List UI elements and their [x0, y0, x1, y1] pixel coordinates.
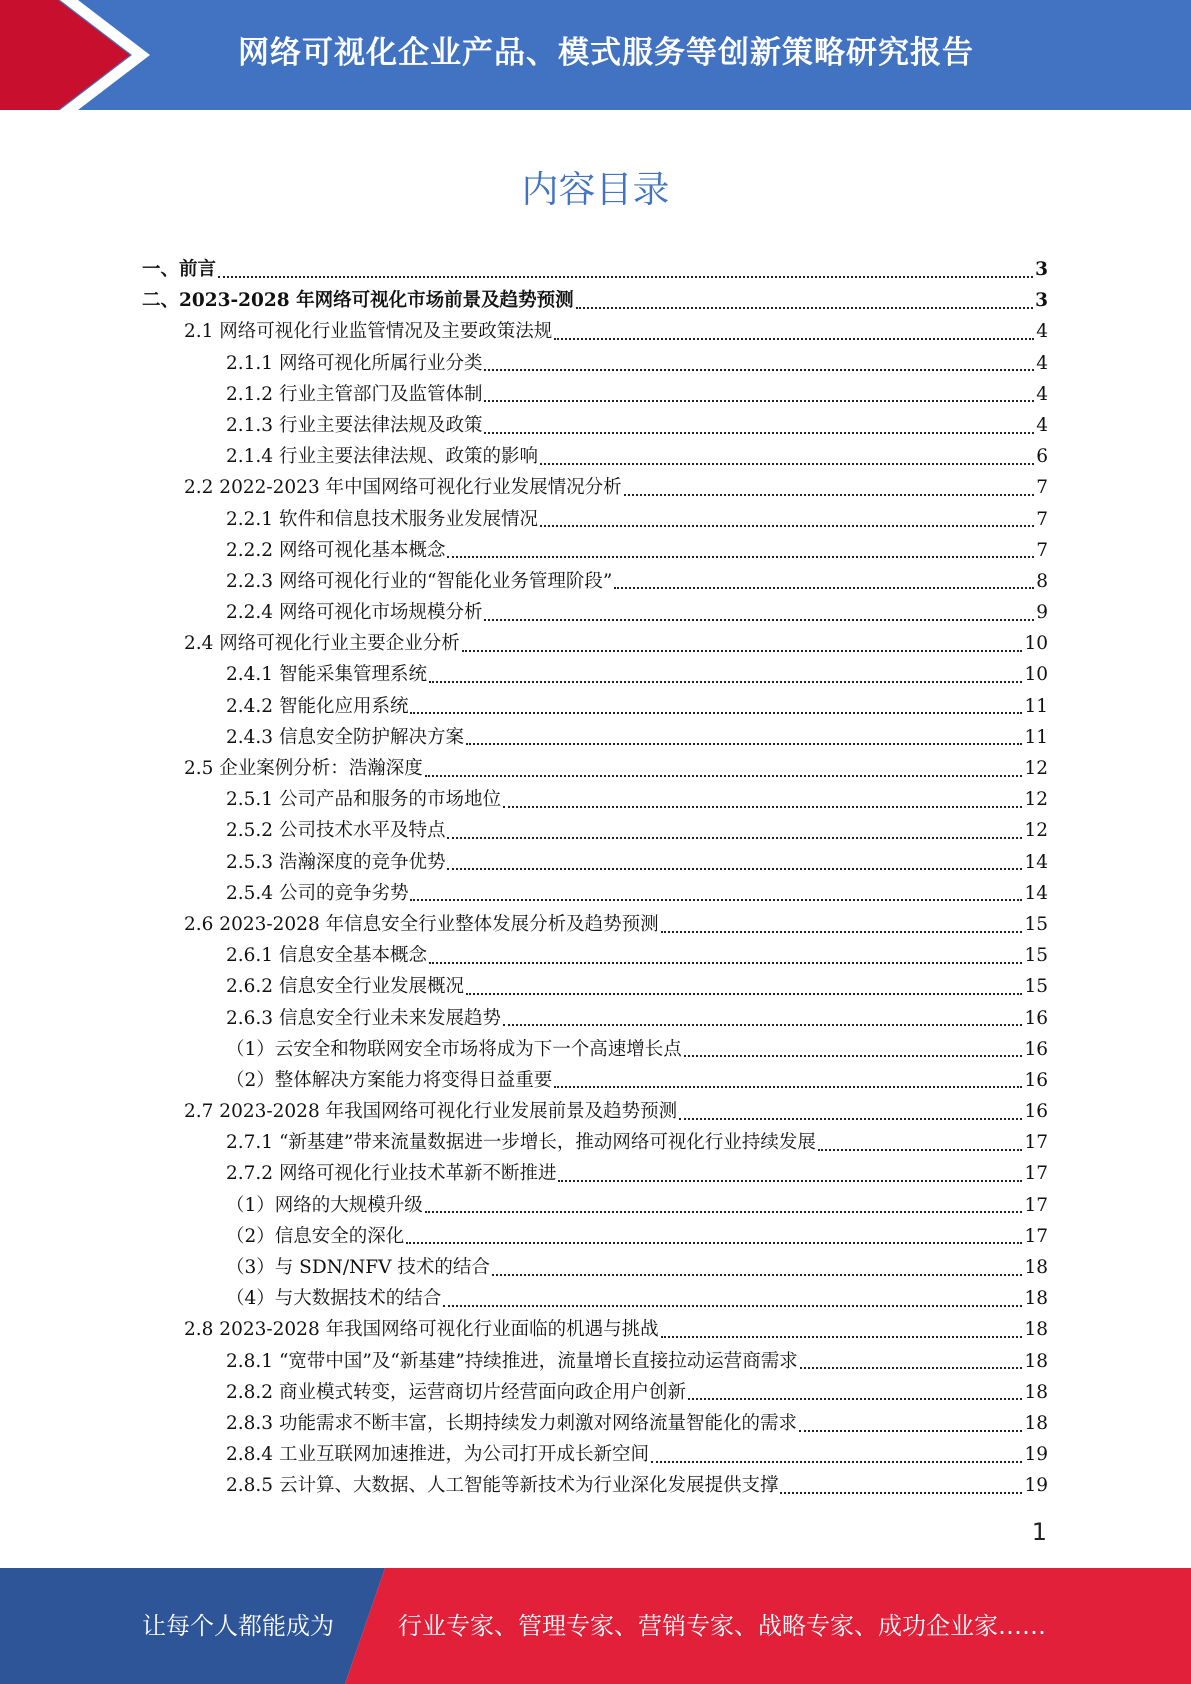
toc-entry-page: 18 — [1024, 1319, 1048, 1341]
toc-dot-leader — [503, 806, 1022, 808]
toc-entry[interactable] — [142, 597, 1048, 628]
toc-entry[interactable] — [142, 847, 1048, 878]
toc-entry[interactable] — [142, 1346, 1048, 1377]
toc-entry-title: 2.2.1 软件和信息技术服务业发展情况 — [226, 508, 538, 530]
toc-entry-title: （3）与 SDN/NFV 技术的结合 — [226, 1257, 490, 1278]
toc-dot-leader — [684, 1055, 1023, 1057]
toc-entry-page: 4 — [1036, 352, 1048, 374]
toc-dot-leader — [466, 993, 1022, 995]
toc-entry[interactable] — [142, 753, 1048, 784]
toc-dot-leader — [492, 1274, 1023, 1276]
toc-dot-leader — [484, 400, 1034, 402]
toc-entry[interactable] — [142, 940, 1048, 971]
toc-entry-page: 3 — [1035, 259, 1048, 280]
toc-entry-title: 2.8.4 工业互联网加速推进，为公司打开成长新空间 — [226, 1444, 649, 1466]
report-header — [0, 0, 1191, 110]
toc-title: 内容目录 — [521, 168, 670, 211]
toc-entry-title: （2）信息安全的深化 — [226, 1225, 405, 1247]
toc-entry-page: 16 — [1024, 1069, 1048, 1091]
toc-entry[interactable] — [142, 535, 1048, 566]
toc-entry-page: 7 — [1036, 539, 1048, 561]
toc-entry-page: 18 — [1024, 1257, 1048, 1278]
toc-entry-title: 2.4.2 智能化应用系统 — [226, 695, 409, 717]
toc-entry-title: 2.1 网络可视化行业监管情况及主要政策法规 — [184, 321, 553, 343]
toc-entry-title: 2.2.4 网络可视化市场规模分析 — [226, 602, 483, 624]
toc-entry-page: 12 — [1024, 820, 1048, 842]
toc-dot-leader — [554, 338, 1034, 340]
toc-entry-page: 10 — [1024, 633, 1048, 655]
toc-entry[interactable] — [142, 815, 1048, 846]
toc-entry[interactable] — [142, 1252, 1048, 1283]
toc-entry[interactable] — [142, 1034, 1048, 1065]
toc-entry[interactable] — [142, 1221, 1048, 1252]
toc-dot-leader — [624, 494, 1035, 496]
toc-dot-leader — [540, 525, 1034, 527]
toc-entry-title: （1）网络的大规模升级 — [226, 1194, 423, 1216]
toc-dot-leader — [679, 1118, 1022, 1120]
toc-entry[interactable] — [142, 1408, 1048, 1439]
toc-entry-page: 16 — [1024, 1101, 1048, 1123]
toc-entry-page: 6 — [1036, 446, 1048, 468]
toc-entry[interactable] — [142, 691, 1048, 722]
toc-dot-leader — [410, 899, 1022, 901]
toc-entry-page: 17 — [1024, 1225, 1048, 1247]
toc-dot-leader — [462, 650, 1023, 652]
toc-entry-title: 2.7.1 “新基建”带来流量数据进一步增长，推动网络可视化行业持续发展 — [226, 1132, 816, 1154]
toc-entry-page: 14 — [1024, 882, 1048, 904]
toc-dot-leader — [540, 463, 1034, 465]
toc-dot-leader — [443, 1305, 1022, 1307]
toc-dot-leader — [558, 1180, 1022, 1182]
toc-entry-page: 19 — [1024, 1475, 1048, 1497]
toc-entry[interactable] — [142, 1283, 1048, 1314]
toc-entry-title: 2.5.1 公司产品和服务的市场地位 — [226, 789, 501, 811]
toc-entry-page: 19 — [1024, 1444, 1048, 1466]
toc-entry-title: 2.8.3 功能需求不断丰富，长期持续发力刺激对网络流量智能化的需求 — [226, 1412, 797, 1434]
toc-entry[interactable] — [142, 1314, 1048, 1345]
footer-slogan-right: 行业专家、管理专家、营销专家、战略专家、成功企业家…… — [398, 1612, 1046, 1640]
toc-entry-title: 2.6.2 信息安全行业发展概况 — [226, 976, 464, 998]
toc-entry[interactable] — [142, 659, 1048, 690]
toc-entry-title: 2.5.2 公司技术水平及特点 — [226, 820, 446, 842]
toc-entry[interactable] — [142, 1096, 1048, 1127]
toc-entry[interactable] — [142, 1439, 1048, 1470]
toc-entry[interactable] — [142, 1158, 1048, 1189]
toc-dot-leader — [447, 868, 1022, 870]
toc-entry-title: 2.1.1 网络可视化所属行业分类 — [226, 352, 483, 374]
toc-entry-page: 14 — [1024, 851, 1048, 873]
toc-entry-title: 2.5.4 公司的竞争劣势 — [226, 882, 409, 904]
toc-dot-leader — [429, 681, 1022, 683]
toc-entry-page: 18 — [1024, 1350, 1048, 1372]
toc-entry-title: 2.2.3 网络可视化行业的“智能化业务管理阶段” — [226, 570, 613, 592]
toc-dot-leader — [688, 1398, 1022, 1400]
toc-entry-page: 17 — [1024, 1132, 1048, 1154]
toc-dot-leader — [576, 307, 1034, 309]
toc-entry-title: 2.2.2 网络可视化基本概念 — [226, 539, 446, 561]
footer-slogan-left: 让每个人都能成为 — [142, 1612, 334, 1640]
toc-entry-page: 15 — [1024, 913, 1048, 935]
toc-entry[interactable] — [142, 472, 1048, 503]
toc-entry[interactable] — [142, 254, 1048, 285]
toc-dot-leader — [799, 1430, 1022, 1432]
toc-entry-page: 8 — [1036, 570, 1048, 592]
toc-dot-leader — [218, 276, 1033, 278]
toc-dot-leader — [466, 743, 1022, 745]
toc-entry[interactable] — [142, 566, 1048, 597]
toc-entry-page: 17 — [1024, 1163, 1048, 1185]
toc-entry-title: 2.1.2 行业主管部门及监管体制 — [226, 383, 483, 405]
toc-entry-title: 2.8.5 云计算、大数据、人工智能等新技术为行业深化发展提供支撑 — [226, 1475, 779, 1497]
toc-dot-leader — [614, 587, 1034, 589]
toc-entry[interactable] — [142, 1065, 1048, 1096]
toc-entry-title: 2.4.1 智能采集管理系统 — [226, 664, 427, 686]
toc-dot-leader — [484, 619, 1034, 621]
toc-entry-page: 7 — [1036, 508, 1048, 530]
toc-entry[interactable] — [142, 878, 1048, 909]
toc-entry-page: 18 — [1024, 1288, 1048, 1310]
toc-entry-page: 15 — [1024, 976, 1048, 998]
toc-entry-page: 4 — [1036, 321, 1048, 343]
toc-entry[interactable] — [142, 628, 1048, 659]
report-title: 网络可视化企业产品、模式服务等创新策略研究报告 — [238, 35, 974, 71]
toc-entry[interactable] — [142, 1127, 1048, 1158]
toc-entry[interactable] — [142, 722, 1048, 753]
toc-entry-page: 11 — [1024, 695, 1048, 717]
toc-entry-title: 2.5 企业案例分析：浩瀚深度 — [184, 758, 423, 779]
toc-entry-page: 17 — [1024, 1194, 1048, 1216]
toc-dot-leader — [780, 1492, 1022, 1494]
toc-entry-title: 2.2 2022-2023 年中国网络可视化行业发展情况分析 — [184, 477, 622, 499]
toc-entry-page: 9 — [1036, 602, 1048, 624]
page-footer — [0, 1568, 1191, 1684]
toc-entry-title: （1）云安全和物联网安全市场将成为下一个高速增长点 — [226, 1038, 682, 1060]
toc-entry[interactable] — [142, 1003, 1048, 1034]
toc-entry-title: （4）与大数据技术的结合 — [226, 1288, 442, 1310]
toc-dot-leader — [818, 1149, 1023, 1151]
toc-entry-page: 18 — [1024, 1412, 1048, 1434]
toc-entry-page: 12 — [1024, 789, 1048, 811]
toc-entry[interactable] — [142, 441, 1048, 472]
toc-entry-page: 3 — [1035, 290, 1048, 312]
toc-entry[interactable] — [142, 348, 1048, 379]
toc-dot-leader — [410, 712, 1022, 714]
page-number: 1 — [1031, 1518, 1047, 1546]
toc-entry-title: 2.4 网络可视化行业主要企业分析 — [184, 633, 460, 655]
toc-entry[interactable] — [142, 1470, 1048, 1501]
toc-entry-page: 15 — [1024, 945, 1048, 967]
toc-entry[interactable] — [142, 285, 1048, 316]
toc-entry[interactable] — [142, 1377, 1048, 1408]
toc-dot-leader — [661, 1336, 1023, 1338]
toc-dot-leader — [484, 369, 1034, 371]
toc-entry[interactable] — [142, 410, 1048, 441]
toc-entry[interactable] — [142, 909, 1048, 940]
toc-entry[interactable] — [142, 1190, 1048, 1221]
toc-dot-leader — [447, 837, 1022, 839]
toc-dot-leader — [800, 1367, 1023, 1369]
toc-dot-leader — [425, 775, 1023, 777]
toc-entry-title: 2.4.3 信息安全防护解决方案 — [226, 726, 464, 748]
toc-dot-leader — [406, 1242, 1022, 1244]
toc-entry-title: （2）整体解决方案能力将变得日益重要 — [226, 1069, 553, 1091]
toc-entry[interactable] — [142, 971, 1048, 1002]
toc-dot-leader — [425, 1211, 1023, 1213]
toc-entry-title: 2.6.3 信息安全行业未来发展趋势 — [226, 1007, 501, 1029]
toc-entry-title: 二、2023-2028 年网络可视化市场前景及趋势预测 — [142, 290, 574, 312]
toc-entry-page: 4 — [1036, 383, 1048, 405]
toc-entry-title: 2.1.4 行业主要法律法规、政策的影响 — [226, 446, 538, 468]
toc-entry[interactable] — [142, 504, 1048, 535]
toc-entry-title: 2.5.3 浩瀚深度的竞争优势 — [226, 851, 446, 873]
toc-entry-title: 2.8.1 “宽带中国”及“新基建”持续推进，流量增长直接拉动运营商需求 — [226, 1350, 798, 1372]
toc-entry-title: 2.8 2023-2028 年我国网络可视化行业面临的机遇与挑战 — [184, 1319, 659, 1341]
toc-entry-title: 2.6.1 信息安全基本概念 — [226, 945, 427, 967]
toc-dot-leader — [429, 962, 1022, 964]
toc-entry[interactable] — [142, 784, 1048, 815]
toc-dot-leader — [503, 1024, 1022, 1026]
toc-dot-leader — [651, 1461, 1022, 1463]
toc-entry-page: 4 — [1036, 414, 1048, 436]
toc-entry-page: 16 — [1024, 1038, 1048, 1060]
toc-entry-page: 18 — [1024, 1381, 1048, 1403]
toc-entry-title: 2.6 2023-2028 年信息安全行业整体发展分析及趋势预测 — [184, 913, 659, 935]
toc-entry-page: 10 — [1024, 664, 1048, 686]
toc-entry-title: 2.1.3 行业主要法律法规及政策 — [226, 414, 483, 436]
toc-entry-page: 7 — [1036, 477, 1048, 499]
toc-entry-page: 12 — [1024, 758, 1048, 779]
toc-entry[interactable] — [142, 379, 1048, 410]
toc-entry-title: 2.8.2 商业模式转变，运营商切片经营面向政企用户创新 — [226, 1381, 686, 1403]
toc-dot-leader — [661, 931, 1023, 933]
toc-entry-title: 2.7.2 网络可视化行业技术革新不断推进 — [226, 1163, 557, 1185]
toc-entry-page: 11 — [1024, 726, 1048, 748]
toc-dot-leader — [484, 432, 1034, 434]
toc-dot-leader — [554, 1086, 1022, 1088]
toc-entry-page: 16 — [1024, 1007, 1048, 1029]
toc-entry-title: 一、前言 — [142, 259, 217, 280]
table-of-contents — [142, 254, 1048, 1502]
toc-entry[interactable] — [142, 316, 1048, 347]
toc-entry-title: 2.7 2023-2028 年我国网络可视化行业发展前景及趋势预测 — [184, 1101, 678, 1123]
toc-dot-leader — [447, 556, 1034, 558]
